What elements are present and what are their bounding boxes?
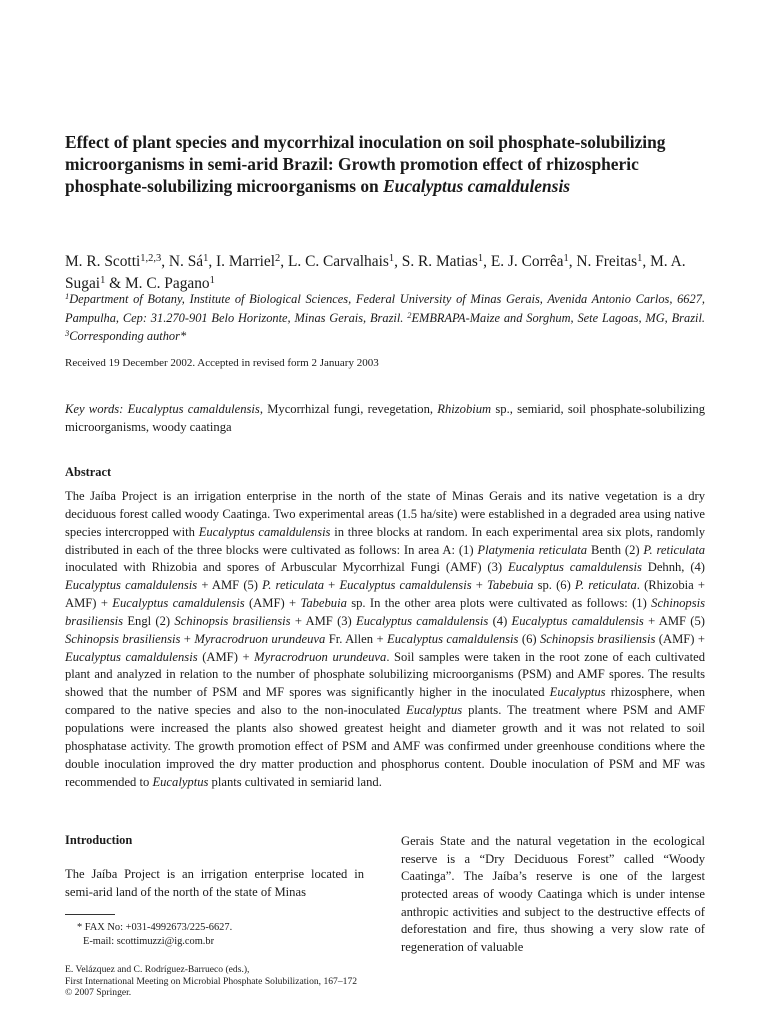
abstract-text: Dehnh, (4) <box>641 560 705 575</box>
abstract-species-name: P. reticulata <box>262 578 325 593</box>
footnote-fax: * FAX No: +031-4992673/225-6627. <box>77 922 233 933</box>
affil-text-2: EMBRAPA-Maize and Sorghum, Sete Lagoas, MG, Brazil. <box>411 310 705 325</box>
abstract-text: Fr. Allen + <box>325 631 388 646</box>
affil-text-1: Department of Botany, Institute of Biological Sciences, Federal University of Minas Gerais, Avenida Antonio Carlos, 6627, Pampulha, Cep: 31.270-901 Belo Horizonte, Minas Gerais, Brazil. <box>65 292 705 325</box>
received-dates: Received 19 December 2002. Accepted in revised form 2 January 2003 <box>65 357 379 369</box>
author-separator: , <box>642 253 651 270</box>
author-separator: , <box>280 253 288 270</box>
abstract-species-name: Eucalyptus <box>152 774 209 789</box>
abstract-species-name: Eucalyptus camaldulensis <box>507 560 642 575</box>
author-name: S. R. Matias <box>401 253 478 270</box>
abstract-body <box>65 488 705 791</box>
introduction-text-left: The Jaíba Project is an irrigation enterprise located in semi-arid land of the north of the state of Minas <box>65 867 364 899</box>
footnote-email: E-mail: scottimuzzi@ig.com.br <box>83 935 215 947</box>
abstract-text: rhizosphere, when compared to the native species and also to the non-inoculated <box>65 685 706 718</box>
abstract-text: inoculated with Rhizobia and spores of Arbuscular Mycorrhizal Fungi (AMF) (3) <box>65 560 508 575</box>
author-affil-mark: 1 <box>100 274 106 286</box>
abstract-text: + <box>471 578 488 593</box>
abstract-text: sp. (6) <box>533 578 575 593</box>
affil-mark-2: 2 <box>407 309 412 320</box>
author-affil-mark: 1 <box>203 252 209 264</box>
abstract-text: (6) <box>518 631 540 646</box>
abstract-species-name: Myracrodruon urundeuva <box>194 631 326 646</box>
author-affil-mark: 1 <box>209 274 215 286</box>
abstract-species-name: Eucalyptus camaldulensis <box>511 613 644 628</box>
keywords <box>65 401 705 436</box>
keywords-text-2: sp., semiarid, soil phosphate-solubilizing microorganisms, woody caatinga <box>65 402 705 434</box>
abstract-text: Engl (2) <box>123 613 175 628</box>
author-name: N. Sá <box>168 253 204 270</box>
abstract-text: + AMF (5) <box>643 613 705 628</box>
abstract-species-name: Myracrodruon urundeuva <box>254 649 387 664</box>
author-name: E. J. Corrêa <box>490 253 564 270</box>
affiliations <box>65 290 705 346</box>
author-name: I. Marriel <box>216 253 276 270</box>
author-name: M. A. Sugai <box>65 253 686 292</box>
author-name: M. C. Pagano <box>124 275 210 292</box>
author-separator: , <box>568 253 577 270</box>
abstract-species-name: Schinopsis brasiliensis <box>65 596 706 628</box>
introduction-text-right: Gerais State and the natural vegetation in the ecological reserve is a “Dry Deciduous Forest” called “Woody Caatinga”. The Jaíba’s reserve is one of the largest protected areas of woody Caatinga which is under intense anthropic activities and subject to the destructive effects of deforestation and fire, thus showing a very slow rate of regeneration of valuable <box>401 834 705 954</box>
abstract-species-name: Tabebuia <box>300 596 347 611</box>
author-list <box>65 251 705 295</box>
abstract-species-name: Eucalyptus camaldulensis <box>65 649 198 664</box>
abstract-text: The Jaíba Project is an irrigation enterprise in the north of the state of Minas Gerais and its native vegetation is a dry deciduous forest called woody Caatinga. Two experimental areas (1.5 ha/site) were established in a degraded area using native species intercropped with <box>65 489 705 539</box>
abstract-species-name: P. reticulata <box>643 542 705 557</box>
abstract-text: (AMF) + <box>244 596 301 611</box>
credit-meeting: First International Meeting on Microbial Phosphate Solubilization, 167–172 <box>65 975 358 987</box>
footnote <box>77 921 367 948</box>
keyword-rhizobium: Rhizobium <box>437 402 492 416</box>
abstract-text: plants. The treatment where PSM and AMF populations were increased the plants also showed greatest height and diameter growth and it was not related to soil phosphatase activity. The growth promotion effect of PSM and AMF was confirmed under greenhouse conditions where the double inoculation improved the dry matter production and phosphorus content. Double inoculation of PSM and MF was recommended to <box>65 703 705 789</box>
abstract-species-name: Schinopsis brasiliensis <box>539 631 656 646</box>
abstract-text: . Soil samples were taken in the root zone of each cultivated plant and analyzed in relation to the number of phosphate solubilizing microorganisms (PSM) and AMF spores. The results showed that the number of PSM and MF spores was significantly higher in the inoculated <box>65 649 705 700</box>
abstract-text: + AMF (3) <box>290 613 357 628</box>
credit-editors: E. Velázquez and C. Rodríguez-Barrueco (eds.), <box>65 964 250 975</box>
author-separator: & <box>105 275 125 292</box>
abstract-text: plants cultivated in semiarid land. <box>208 774 382 789</box>
affil-mark-3: 3 <box>65 327 70 338</box>
abstract-text: + AMF (5) <box>197 578 263 593</box>
abstract-species-name: Schinopsis brasiliensis <box>65 631 181 646</box>
abstract-species-name: Eucalyptus camaldulensis <box>112 596 245 611</box>
author-affil-mark: 1 <box>563 252 569 264</box>
abstract-text: (AMF) + <box>197 649 255 664</box>
author-affil-mark: 1 <box>388 252 395 264</box>
abstract-species-name: Eucalyptus camaldulensis <box>198 524 331 539</box>
abstract-species-name: Eucalyptus <box>406 703 463 718</box>
abstract-heading: Abstract <box>65 465 112 479</box>
abstract-species-name: Eucalyptus camaldulensis <box>387 631 519 646</box>
keywords-label: Key words: <box>65 402 124 416</box>
abstract-text: (AMF) + <box>655 631 705 646</box>
abstract-text: + <box>324 578 340 593</box>
abstract-text: in three blocks at random. In each experimental area six plots, randomly distributed in each of the three blocks were cultivated as follows: In area A: (1) <box>65 524 705 557</box>
keyword-eucalyptus: Eucalyptus camaldulensis <box>123 402 260 416</box>
author-affil-mark: 1 <box>477 252 484 264</box>
title-species: Eucalyptus camaldulensis <box>383 176 571 196</box>
abstract-species-name: Eucalyptus camaldulensis <box>65 578 198 593</box>
abstract-species-name: P. reticulata <box>574 578 637 593</box>
abstract-text: sp. In the other area plots were cultivated as follows: (1) <box>346 596 652 611</box>
abstract-text: (4) <box>488 613 512 628</box>
abstract-text: + <box>180 631 195 646</box>
keywords-text-1: , Mycorrhizal fungi, revegetation, <box>259 402 438 416</box>
abstract-species-name: Schinopsis brasiliensis <box>174 613 291 628</box>
author-affil-mark: 2 <box>275 252 281 264</box>
abstract-species-name: Eucalyptus camaldulensis <box>339 578 472 593</box>
author-separator: , <box>161 253 169 270</box>
footnote-divider <box>65 914 115 915</box>
author-name: L. C. Carvalhais <box>287 253 389 270</box>
title-main-text: Effect of plant species and mycorrhizal inoculation on soil phosphate-solubilizing microorganisms in semi-arid Brazil: Growth promotion effect of rhizospheric phosphate-solubilizing microorganisms on <box>65 132 666 196</box>
abstract-text: . (Rhizobia + AMF) + <box>65 578 706 611</box>
publication-credit <box>65 964 465 999</box>
affil-mark-1: 1 <box>65 290 70 301</box>
author-affil-mark: 1,2,3 <box>140 252 162 264</box>
abstract-species-name: Tabebuia <box>487 578 534 593</box>
author-name: M. R. Scotti <box>65 253 141 270</box>
abstract-text: Benth (2) <box>587 542 644 557</box>
author-separator: , <box>483 253 491 270</box>
author-separator: , <box>394 253 402 270</box>
credit-copyright: © 2007 Springer. <box>65 987 132 998</box>
author-affil-mark: 1 <box>637 252 643 264</box>
author-name: N. Freitas <box>576 253 638 270</box>
abstract-species-name: Eucalyptus camaldulensis <box>356 613 489 628</box>
abstract-species-name: Platymenia reticulata <box>477 542 588 557</box>
introduction-heading: Introduction <box>65 833 133 847</box>
article-title <box>65 131 685 197</box>
affil-text-3: Corresponding author* <box>69 329 187 343</box>
abstract-species-name: Eucalyptus <box>549 685 606 700</box>
author-separator: , <box>208 253 217 270</box>
